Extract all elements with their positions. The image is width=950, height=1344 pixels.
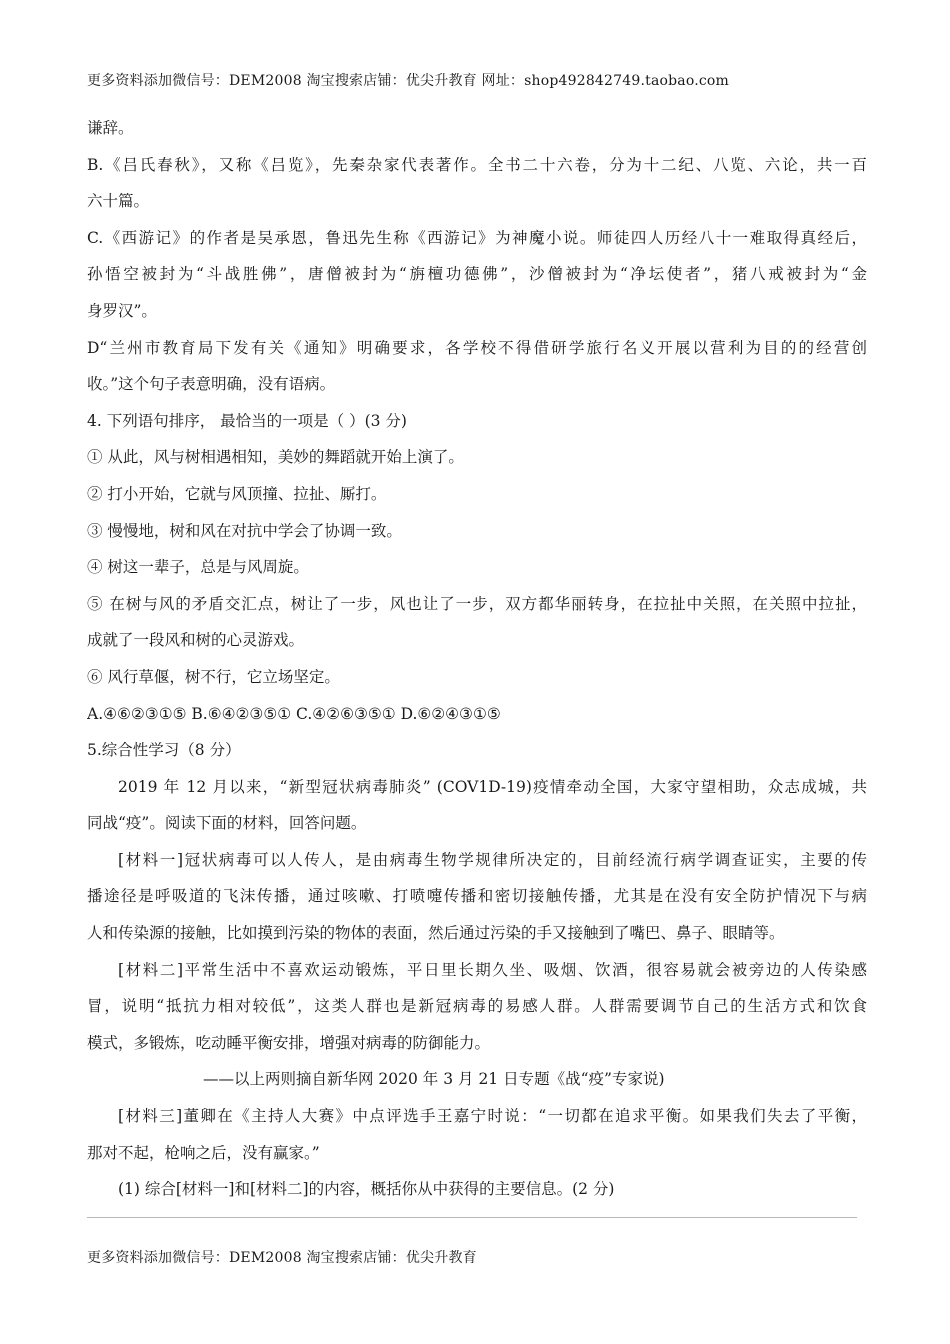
sentence-2: ② 打小开始，它就与风顶撞、拉扯、厮打。 — [87, 484, 387, 503]
text-line: 孙悟空被封为“斗战胜佛”，唐僧被封为“旃檀功德佛”，沙僧被封为“净坛使者”，猪八戒被封为“金 — [87, 265, 867, 284]
intro-paragraph: 2019 年 12 月以来，“新型冠状病毒肺炎” (COV1D-19)疫情牵动全国，大家守望相助，众志成城，共 — [118, 777, 867, 796]
text-line: 成就了一段风和树的心灵游戏。 — [87, 631, 305, 650]
sentence-1: ① 从此，风与树相遇相知，美妙的舞蹈就开始上演了。 — [87, 448, 464, 467]
sub-question-1: (1) 综合[材料一]和[材料二]的内容，概括你从中获得的主要信息。(2 分) — [118, 1180, 615, 1199]
text-line: 同战“疫”。阅读下面的材料，回答问题。 — [87, 814, 367, 833]
sentence-4: ④ 树这一辈子，总是与风周旋。 — [87, 558, 309, 577]
option-b: B.《吕氏春秋》，又称《吕览》，先秦杂家代表著作。全书二十六卷，分为十二纪、八览、六论，共一百 — [87, 155, 867, 174]
text-line: 那对不起，枪响之后，没有赢家。” — [87, 1143, 320, 1162]
text-line: 冒，说明“抵抗力相对较低”，这类人群也是新冠病毒的易感人群。人群需要调节自己的生活方式和饮食 — [87, 997, 867, 1016]
material-1: [材料一]冠状病毒可以人传人，是由病毒生物学规律所决定的，目前经流行病学调查证实，主要的传 — [118, 850, 867, 869]
document-body — [87, 110, 867, 1208]
option-c: C.《西游记》的作者是吴承恩，鲁迅先生称《西游记》为神魔小说。师徒四人历经八十一难取得真经后， — [87, 228, 867, 247]
sentence-3: ③ 慢慢地，树和风在对抗中学会了协调一致。 — [87, 521, 402, 540]
text-line: 谦辞。 — [87, 119, 134, 137]
sentence-5: ⑤ 在树与风的矛盾交汇点，树让了一步，风也让了一步，双方都华丽转身，在拉扯中关照，在关照中拉扯， — [87, 594, 867, 613]
option-d: D“兰州市教育局下发有关《通知》明确要求，各学校不得借研学旅行名义开展以营利为目的的经营创 — [87, 338, 867, 357]
text-line: 身罗汉”。 — [87, 301, 157, 320]
page-header: 更多资料添加微信号：DEM2008 淘宝搜索店铺：优尖升教育 网址：shop492842749.taobao.com — [87, 73, 730, 89]
text-line: 收。”这个句子表意明确，没有语病。 — [87, 375, 336, 394]
question-5-title: 5.综合性学习（8 分） — [87, 741, 241, 760]
text-line: 模式，多锻炼，吃动睡平衡安排，增强对病毒的防御能力。 — [87, 1033, 491, 1052]
sentence-6: ⑥ 风行草偃，树不行，它立场坚定。 — [87, 667, 340, 686]
question-4-choices: A.④⑥②③①⑤ B.⑥④②③⑤① C.④②⑥③⑤① D.⑥②④③①⑤ — [87, 704, 501, 723]
source-attribution: ——以上两则摘自新华网 2020 年 3 月 21 日专题《战“疫”专家说) — [203, 1070, 665, 1089]
question-4-title: 4. 下列语句排序， 最恰当的一项是（ ）(3 分) — [87, 411, 407, 430]
material-2: [材料二]平常生活中不喜欢运动锻炼，平日里长期久坐、吸烟、饮酒，很容易就会被旁边的人传染感 — [118, 960, 867, 979]
page-footer: 更多资料添加微信号：DEM2008 淘宝搜索店铺：优尖升教育 — [87, 1250, 477, 1266]
text-line: 人和传染源的接触，比如摸到污染的物体的表面，然后通过污染的手又接触到了嘴巴、鼻子、眼睛等。 — [87, 924, 785, 943]
material-3: [材料三]董卿在《主持人大赛》中点评选手王嘉宁时说：“一切都在追求平衡。如果我们失去了平衡， — [118, 1107, 867, 1126]
text-line: 播途径是呼吸道的飞沫传播，通过咳嗽、打喷嚏传播和密切接触传播，尤其是在没有安全防护情况下与病 — [87, 887, 867, 906]
text-line: 六十篇。 — [87, 192, 150, 211]
footer-divider — [87, 1217, 857, 1218]
